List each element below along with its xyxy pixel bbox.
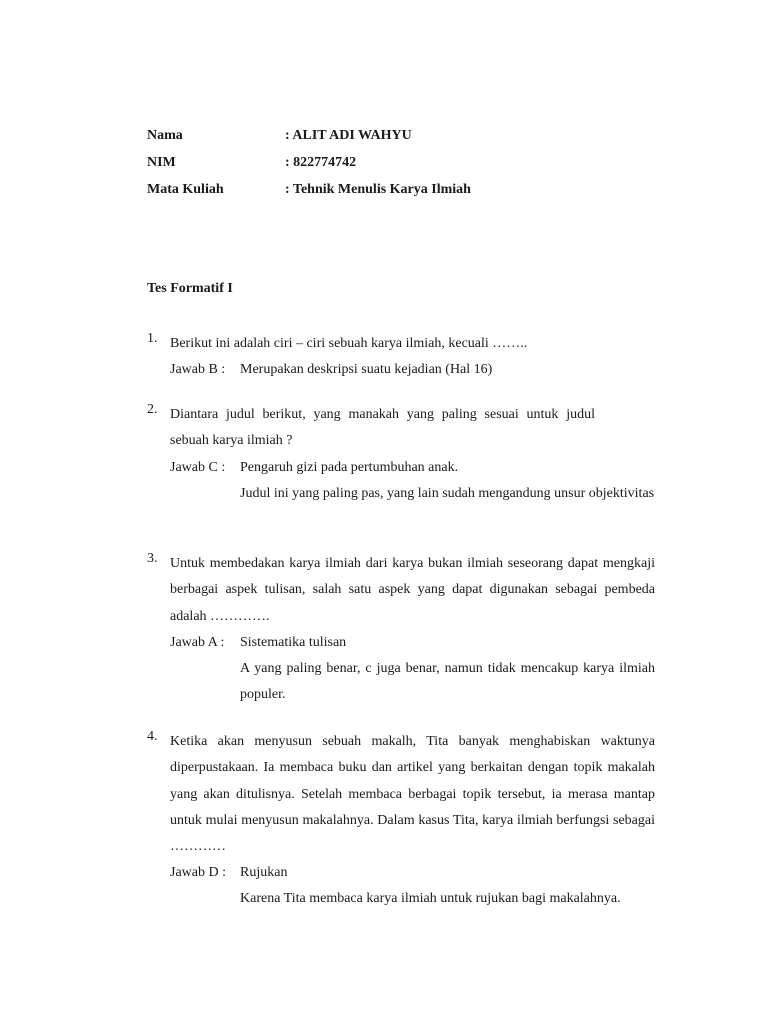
identity-row-nim (147, 153, 471, 180)
answer-label: Jawab C : (170, 459, 226, 475)
answer-choice: Rujukan (240, 865, 288, 881)
answer-row (170, 455, 655, 481)
section-title: Tes Formatif I (147, 281, 233, 296)
identity-row-course (147, 180, 471, 207)
answer-row (170, 357, 655, 383)
answer-choice: Merupakan deskripsi suatu kejadian (Hal 16) (240, 362, 493, 378)
answer-explanation: Karena Tita membaca karya ilmiah untuk rujukan bagi makalahnya. (240, 891, 621, 907)
course-value: : Tehnik Menulis Karya Ilmiah (285, 182, 471, 197)
answer-explanation: A yang paling benar, c juga benar, namun tidak mencakup karya ilmiah populer. (240, 660, 655, 703)
answer-row (170, 860, 655, 886)
question-number: 2. (147, 402, 158, 417)
answer-row (170, 630, 655, 656)
name-label: Nama (147, 128, 183, 143)
question-text: Diantara judul berikut, yang manakah yang paling sesuai untuk judul sebuah karya ilmiah ? (170, 407, 595, 449)
answer-label: Jawab A : (170, 634, 225, 650)
question-number: 3. (147, 551, 158, 566)
question-text: Ketika akan menyusun sebuah makalh, Tita banyak menghabiskan waktunya diperpustakaan. Ia membaca buku dan artikel yang berkaitan dengan topik makalah yang akan ditulisnya. Setelah membaca berbagai topik tersebut, ia merasa mantap untuk mulai menyusun makalahnya. Dalam kasus Tita, karya ilmiah berfungsi sebagai ………… (170, 734, 655, 855)
identity-row-name (147, 126, 471, 153)
question-item-4 (147, 729, 655, 913)
question-text: Berikut ini adalah ciri – ciri sebuah karya ilmiah, kecuali …….. (170, 336, 528, 351)
identity-block (147, 126, 471, 207)
question-text: Untuk membedakan karya ilmiah dari karya bukan ilmiah seseorang dapat mengkaji berbagai aspek tulisan, salah satu aspek yang dapat digunakan sebagai pembeda adalah …………. (170, 556, 655, 624)
answer-choice: Pengaruh gizi pada pertumbuhan anak. (240, 459, 459, 475)
question-item-2 (147, 402, 655, 507)
nim-label: NIM (147, 155, 176, 170)
answer-choice: Sistematika tulisan (240, 634, 347, 650)
question-item-1 (147, 331, 655, 383)
question-number: 1. (147, 331, 158, 346)
answer-explanation: Judul ini yang paling pas, yang lain sudah mengandung unsur objektivitas (240, 485, 655, 501)
answer-label: Jawab B : (170, 362, 226, 378)
course-label: Mata Kuliah (147, 182, 224, 197)
question-number: 4. (147, 729, 158, 744)
question-item-3 (147, 551, 655, 708)
name-value: : ALIT ADI WAHYU (285, 128, 412, 143)
answer-label: Jawab D : (170, 865, 226, 881)
nim-value: : 822774742 (285, 155, 357, 170)
